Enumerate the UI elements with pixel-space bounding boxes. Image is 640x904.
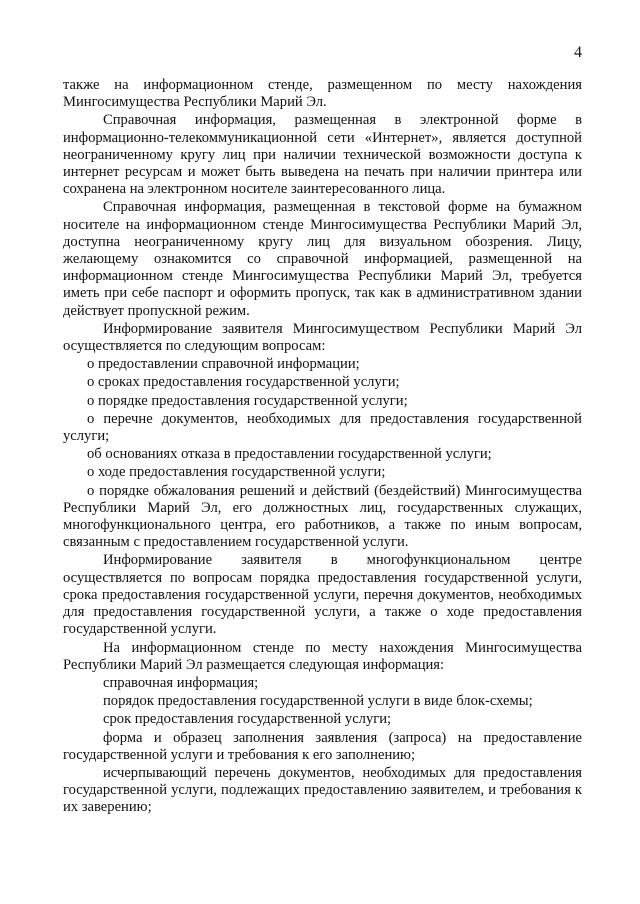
paragraph-1: Справочная информация, размещенная в электронной форме в информационно-телекоммуникационной сети «Интернет», является доступной неограниченному кругу лиц при наличии технической возможности доступа к интернет ресурсам и может быть выведена на печать при наличии принтера или сохранена на электронном носителе заинтересованного лица. bbox=[63, 112, 582, 198]
paragraph-9: о ходе предоставления государственной услуги; bbox=[87, 464, 386, 481]
paragraph-16: форма и образец заполнения заявления (запроса) на предоставление государственной услуги и требования к его заполнению; bbox=[63, 729, 582, 763]
document-body bbox=[63, 77, 582, 817]
paragraph-2: Справочная информация, размещенная в текстовой форме на бумажном носителе на информационном стенде Мингосимущества Республики Марий Эл, доступна неограниченному кругу лиц для визуальном обозрения. Лицу, желающему ознакомится со справочной информацией, размещенной на информационном стенде Мингосимущества Республики Марий Эл, требуется иметь при себе паспорт и оформить пропуск, так как в административном здании действует пропускной режим. bbox=[63, 199, 582, 319]
paragraph-12: На информационном стенде по месту нахождения Мингосимущества Республики Марий Эл размещается следующая информация: bbox=[63, 639, 582, 673]
paragraph-6: о порядке предоставления государственной услуги; bbox=[87, 392, 408, 409]
page-number: 4 bbox=[574, 44, 582, 61]
paragraph-17: исчерпывающий перечень документов, необходимых для предоставления государственной услуги, подлежащих предоставлению заявителем, и требования к их заверению; bbox=[63, 764, 582, 816]
paragraph-5: о сроках предоставления государственной услуги; bbox=[87, 374, 400, 391]
paragraph-11: Информирование заявителя в многофункциональном центре осуществляется по вопросам порядка предоставления государственной услуги, срока предоставления государственной услуги, перечня документов, необходимых для предоставления государственной услуги, а также о ходе предоставления государственной услуги. bbox=[63, 552, 582, 638]
paragraph-4: о предоставлении справочной информации; bbox=[87, 356, 360, 373]
paragraph-0: также на информационном стенде, размещенном по месту нахождения Мингосимущества Республики Марий Эл. bbox=[63, 77, 582, 111]
paragraph-7: о перечне документов, необходимых для предоставления государственной услуги; bbox=[63, 410, 582, 445]
paragraph-15: срок предоставления государственной услуги; bbox=[103, 711, 392, 728]
paragraph-3: Информирование заявителя Мингосимуществом Республики Марий Эл осуществляется по следующим вопросам: bbox=[63, 320, 582, 355]
paragraph-8: об основаниях отказа в предоставлении государственной услуги; bbox=[87, 446, 492, 463]
paragraph-10: о порядке обжалования решений и действий (бездействий) Мингосимущества Республики Марий Эл, его должностных лиц, государственных служащих, многофункционального центра, его работников, а также по иным вопросам, связанным с предоставлением государственной услуги. bbox=[63, 482, 582, 551]
paragraph-14: порядок предоставления государственной услуги в виде блок-схемы; bbox=[103, 693, 533, 710]
paragraph-13: справочная информация; bbox=[103, 674, 259, 691]
